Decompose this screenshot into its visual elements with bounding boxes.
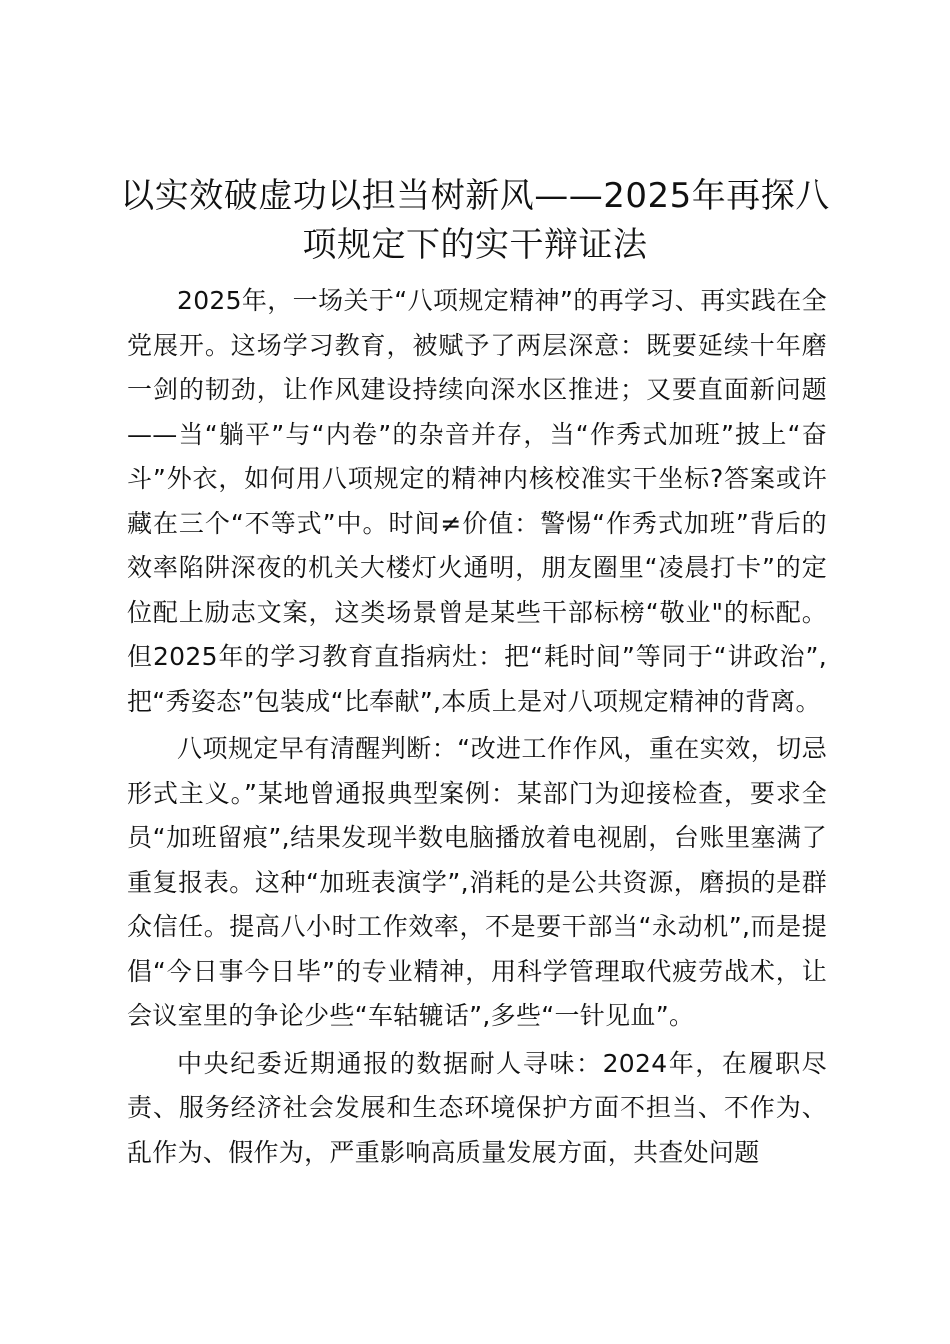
document-title: 以实效破虚功以担当树新风——2025年再探八项规定下的实干辩证法 xyxy=(120,176,830,265)
paragraph: 中央纪委近期通报的数据耐人寻味：2024年，在履职尽责、服务经济社会发展和生态环境保护方面不担当、不作为、乱作为、假作为，严重影响高质量发展方面，共查处问题 xyxy=(127,1048,827,1167)
document-body xyxy=(127,279,827,1175)
paragraph: 2025年，一场关于“八项规定精神”的再学习、再实践在全党展开。这场学习教育，被赋予了两层深意：既要延续十年磨一剑的韧劲，让作风建设持续向深水区推进；又要直面新问题——当“躺平”与“内卷”的杂音并存，当“作秀式加班”披上“奋斗”外衣，如何用八项规定的精神内核校准实干坐标?答案或许藏在三个“不等式”中。时间≠价值：警惕“作秀式加班”背后的效率陷阱深夜的机关大楼灯火通明，朋友圈里“凌晨打卡”的定位配上励志文案，这类场景曾是某些干部标榜“敬业"的标配。但2025年的学习教育直指病灶：把“耗时间”等同于“讲政治”,把“秀姿态”包装成“比奉献”,本质上是对八项规定精神的背离。 xyxy=(127,286,827,716)
paragraph: 八项规定早有清醒判断：“改进工作作风，重在实效，切忌形式主义。”某地曾通报典型案例：某部门为迎接检查，要求全员“加班留痕”,结果发现半数电脑播放着电视剧，台账里塞满了重复报表。这种“加班表演学”,消耗的是公共资源，磨损的是群众信任。提高八小时工作效率，不是要干部当“永动机”,而是提倡“今日事今日毕”的专业精神，用科学管理取代疲劳战术，让会议室里的争论少些“车轱辘话”,多些“一针见血”。 xyxy=(127,734,827,1030)
